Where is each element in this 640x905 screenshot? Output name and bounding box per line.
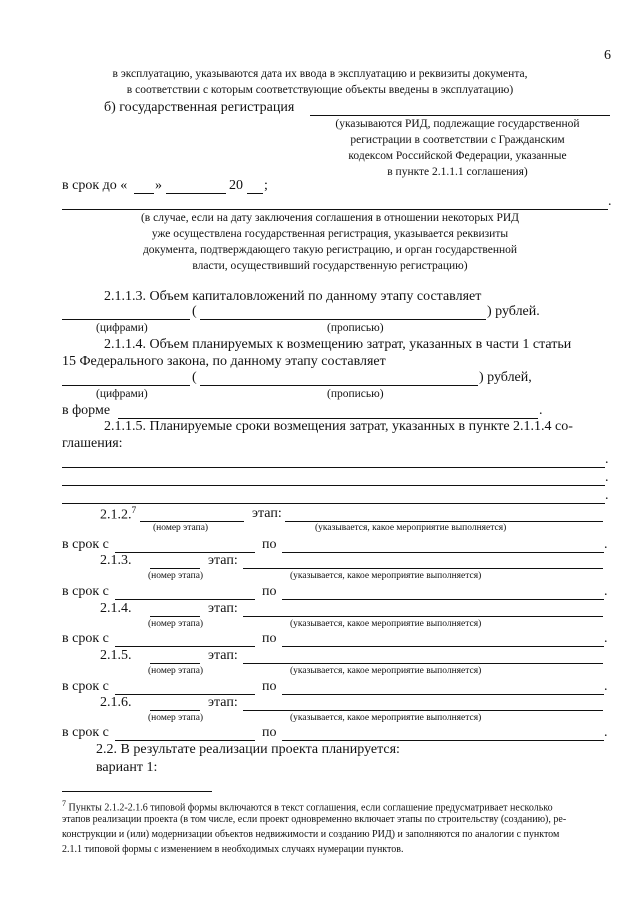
stage-to-label: по xyxy=(262,584,277,599)
top-note-line-1: в эксплуатацию, указываются дата их ввода в эксплуатацию и реквизиты документа, xyxy=(112,68,528,80)
p2114-close-paren: ) рублей, xyxy=(479,370,532,385)
stage-to-field[interactable] xyxy=(282,599,604,600)
deadline-day-field[interactable] xyxy=(134,193,154,194)
stage-end-period: . xyxy=(604,584,608,599)
stage-number-field[interactable] xyxy=(150,616,200,617)
stage-from-field[interactable] xyxy=(115,740,255,741)
stage-activity-hint: (указывается, какое мероприятие выполняется) xyxy=(315,523,507,533)
p2115-dot-1: . xyxy=(605,452,609,467)
p2115-line-1: 2.1.1.5. Планируемые сроки возмещения затрат, указанных в пункте 2.1.1.4 со- xyxy=(104,419,573,434)
p2115-line-2: глашения: xyxy=(62,436,123,451)
stage-number: 2.1.2.$^7$ xyxy=(100,506,137,523)
stage-to-label: по xyxy=(262,537,277,552)
page-number: 6 xyxy=(604,48,611,63)
stage-activity-field[interactable] xyxy=(243,710,603,711)
deadline-close-quote: » xyxy=(155,178,162,193)
deadline-month-field[interactable] xyxy=(166,193,226,194)
p2113-close-paren: ) рублей. xyxy=(487,304,540,319)
stage-to-label: по xyxy=(262,631,277,646)
stage-to-field[interactable] xyxy=(282,740,604,741)
stage-activity-hint: (указывается, какое мероприятие выполняется) xyxy=(290,666,482,676)
state-registration-hint-1: (указываются РИД, подлежащие государственной xyxy=(335,118,580,130)
stage-from-field[interactable] xyxy=(115,646,255,647)
stage-activity-hint: (указывается, какое мероприятие выполняется) xyxy=(290,713,482,723)
stage-from-label: в срок с xyxy=(62,631,109,646)
stage-number-hint: (номер этапа) xyxy=(153,523,209,533)
stage-to-field[interactable] xyxy=(282,694,604,695)
deadline-semicolon: ; xyxy=(264,178,268,193)
footnote-line-2: этапов реализации проекта (в том числе, если проект одновременно включает этапы по строительству (созданию), ре- xyxy=(62,814,567,825)
stage-activity-field[interactable] xyxy=(243,616,603,617)
stage-activity-field[interactable] xyxy=(243,663,603,664)
stage-number: 2.1.6. xyxy=(100,695,132,710)
state-registration-hint-2: регистрации в соответствии с Гражданским xyxy=(350,134,565,146)
stage-number: 2.1.3. xyxy=(100,553,132,568)
registration-details-field[interactable] xyxy=(62,209,608,210)
stage-to-label: по xyxy=(262,725,277,740)
stage-to-label: по xyxy=(262,679,277,694)
stage-activity-hint: (указывается, какое мероприятие выполняется) xyxy=(290,571,482,581)
reg-note-line-4: власти, осуществивший государственную регистрацию) xyxy=(192,260,468,272)
deadline-year-field[interactable] xyxy=(247,193,263,194)
reg-note-line-2: уже осуществлена государственная регистрация, указывается реквизиты xyxy=(151,228,509,240)
stage-to-field[interactable] xyxy=(282,552,604,553)
stage-activity-field[interactable] xyxy=(285,521,603,522)
stage-etap-label: этап: xyxy=(208,695,238,710)
p2114-words-field[interactable] xyxy=(200,385,478,386)
stage-from-field[interactable] xyxy=(115,599,255,600)
footnote-mark: 7 xyxy=(62,799,66,808)
stage-number: 2.1.4. xyxy=(100,601,132,616)
stage-number-field[interactable] xyxy=(150,663,200,664)
registration-details-period: . xyxy=(608,194,612,209)
stage-end-period: . xyxy=(604,537,608,552)
stage-activity-field[interactable] xyxy=(243,568,603,569)
p2114-form-period: . xyxy=(539,403,543,418)
stage-number-field[interactable] xyxy=(140,521,244,522)
stage-etap-label: этап: xyxy=(208,601,238,616)
p2113-text: 2.1.1.3. Объем капиталовложений по данному этапу составляет xyxy=(104,289,482,304)
p2113-digits-label: (цифрами) xyxy=(96,322,148,334)
p2113-digits-field[interactable] xyxy=(62,319,190,320)
stage-end-period: . xyxy=(604,725,608,740)
stage-number-field[interactable] xyxy=(150,568,200,569)
stage-number-hint: (номер этапа) xyxy=(148,619,204,629)
state-registration-hint-3: кодексом Российской Федерации, указанные xyxy=(348,150,567,162)
deadline-prefix: в срок до « xyxy=(62,178,128,193)
stage-number-hint: (номер этапа) xyxy=(148,666,204,676)
stage-number-hint: (номер этапа) xyxy=(148,713,204,723)
top-note-line-2: в соответствии с которым соответствующие объекты введены в эксплуатацию) xyxy=(126,84,514,96)
stage-etap-label: этап: xyxy=(208,648,238,663)
state-registration-label: б) государственная регистрация xyxy=(104,100,295,115)
stage-etap-label: этап: xyxy=(208,553,238,568)
footnote-ref-7: 7 xyxy=(131,506,137,516)
stage-activity-hint: (указывается, какое мероприятие выполняется) xyxy=(290,619,482,629)
stage-from-label: в срок с xyxy=(62,584,109,599)
stage-from-label: в срок с xyxy=(62,537,109,552)
stage-end-period: . xyxy=(604,631,608,646)
p2114-line-1: 2.1.1.4. Объем планируемых к возмещению затрат, указанных в части 1 статьи xyxy=(104,337,572,352)
state-registration-field[interactable] xyxy=(310,115,610,116)
p2114-words-label: (прописью) xyxy=(327,388,384,400)
stage-number-hint: (номер этапа) xyxy=(148,571,204,581)
reg-note-line-1: (в случае, если на дату заключения соглашения в отношении некоторых РИД xyxy=(140,212,520,224)
p2114-line-2: 15 Федерального закона, по данному этапу составляет xyxy=(62,354,386,369)
deadline-year-prefix: 20 xyxy=(229,178,243,193)
stage-number-field[interactable] xyxy=(150,710,200,711)
p2115-field-3[interactable] xyxy=(62,503,605,504)
p22-text: 2.2. В результате реализации проекта планируется: xyxy=(96,742,400,757)
stage-to-field[interactable] xyxy=(282,646,604,647)
footnote-line-4: 2.1.1 типовой формы с изменением в необходимых случаях нумерации пунктов. xyxy=(62,844,404,855)
stage-end-period: . xyxy=(604,679,608,694)
reg-note-line-3: документа, подтверждающего такую регистрацию, и орган государственной xyxy=(142,244,518,256)
p2113-words-label: (прописью) xyxy=(327,322,384,334)
stage-etap-label: этап: xyxy=(252,506,282,521)
p2113-open-paren: ( xyxy=(192,304,197,319)
stage-from-label: в срок с xyxy=(62,679,109,694)
p2115-dot-3: . xyxy=(605,488,609,503)
footnote-line-1: $^7$ Пункты 2.1.2-2.1.6 типовой формы включаются в текст соглашения, если соглашение предусматривает несколько xyxy=(62,799,553,814)
p2115-dot-2: . xyxy=(605,470,609,485)
p2114-digits-label: (цифрами) xyxy=(96,388,148,400)
stage-from-label: в срок с xyxy=(62,725,109,740)
footnote-separator xyxy=(62,791,212,792)
stage-number: 2.1.5. xyxy=(100,648,132,663)
p2114-open-paren: ( xyxy=(192,370,197,385)
p2115-field-2[interactable] xyxy=(62,485,605,486)
p2115-field-1[interactable] xyxy=(62,467,605,468)
p22-variant: вариант 1: xyxy=(96,760,158,775)
footnote-line-3: конструкции и (или) модернизации объектов недвижимости и созданию РИД) и заполняются по аналогии с пунктом xyxy=(62,829,560,840)
state-registration-hint-4: в пункте 2.1.1.1 соглашения) xyxy=(387,166,528,178)
p2114-form-label: в форме xyxy=(62,403,111,418)
p2113-words-field[interactable] xyxy=(200,319,486,320)
p2114-digits-field[interactable] xyxy=(62,385,190,386)
